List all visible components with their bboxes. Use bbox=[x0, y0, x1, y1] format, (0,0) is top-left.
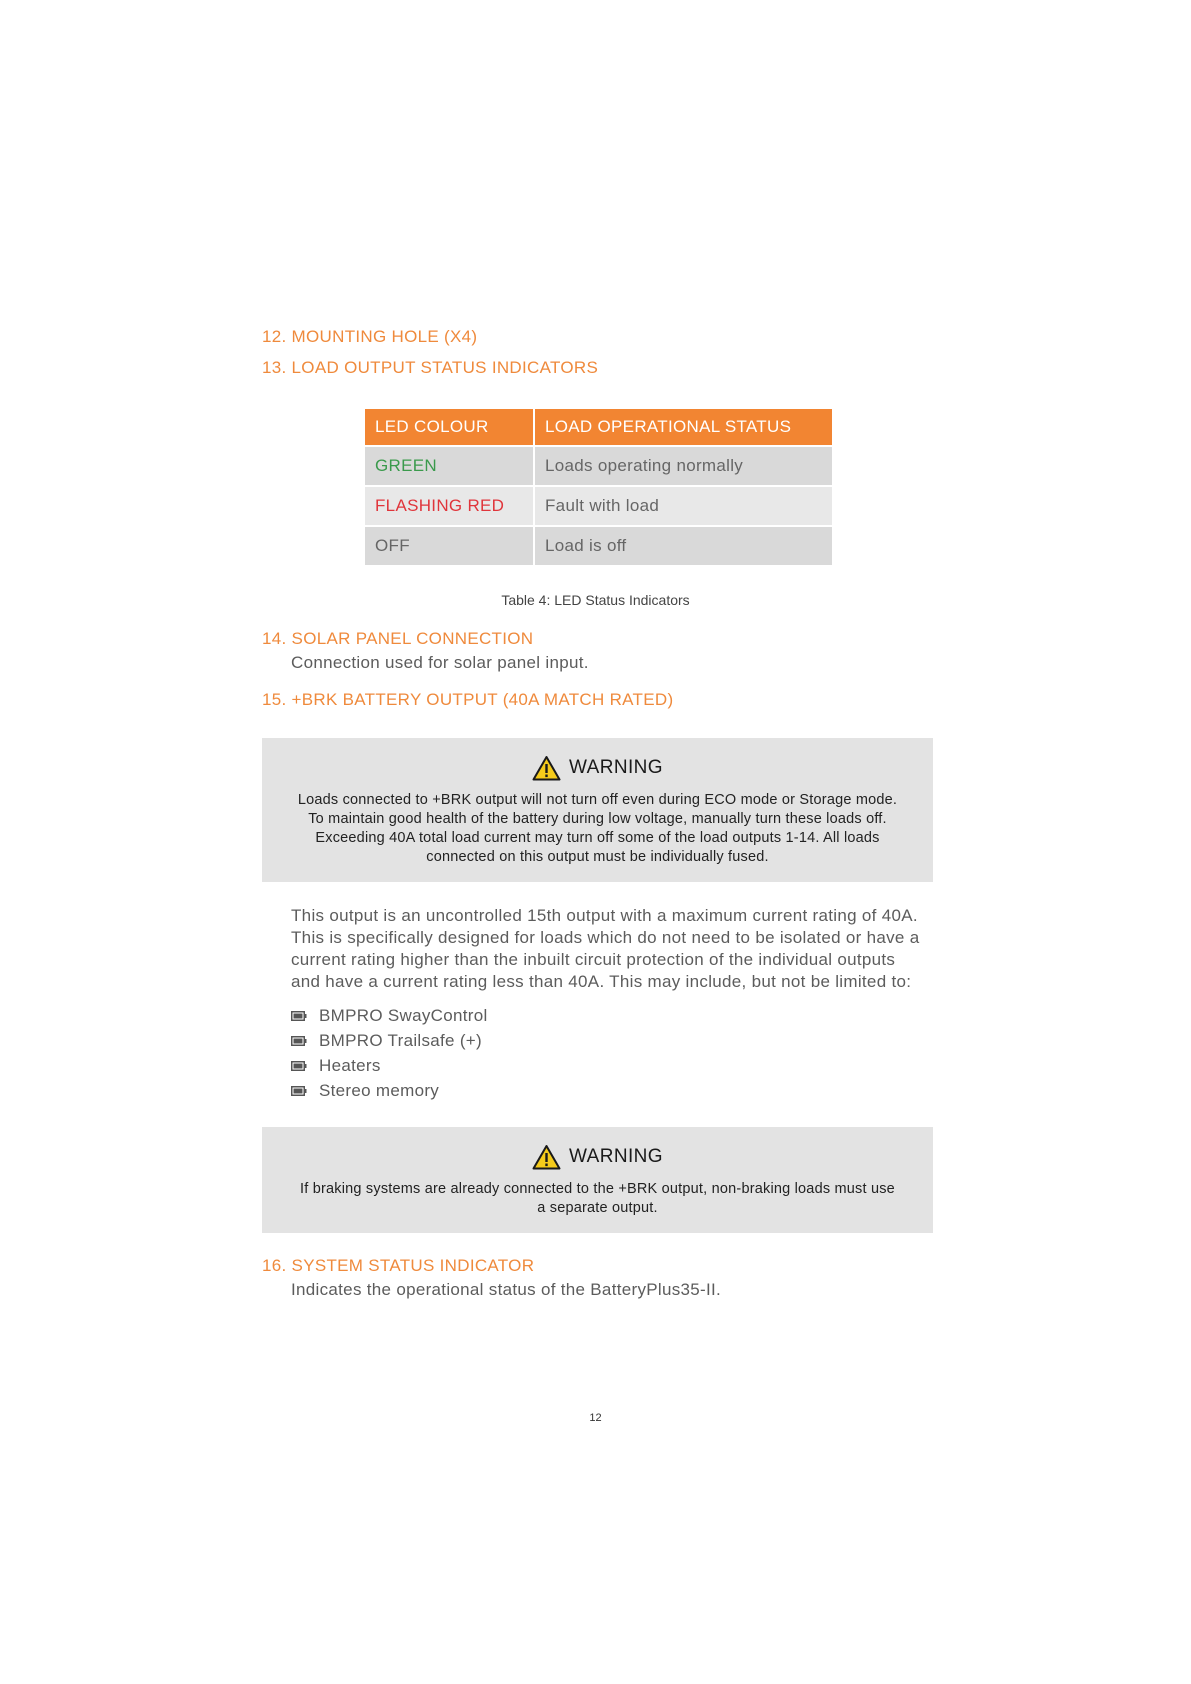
paragraph-line: This is specifically designed for loads which do not need to be isolated or have a bbox=[291, 928, 920, 947]
warning-title-row bbox=[262, 755, 933, 781]
warning-title-row bbox=[262, 1144, 933, 1170]
list-item bbox=[291, 1028, 488, 1053]
led-status-table bbox=[363, 407, 834, 567]
battery-bullet-icon bbox=[291, 1061, 307, 1071]
paragraph-line: current rating higher than the inbuilt circuit protection of the individual outputs bbox=[291, 950, 896, 969]
table-header-row bbox=[365, 409, 832, 445]
section-14-body: Connection used for solar panel input. bbox=[291, 653, 589, 672]
warning-line: Loads connected to +BRK output will not turn off even during ECO mode or Storage mode. bbox=[297, 792, 898, 808]
list-item bbox=[291, 1003, 488, 1028]
section-14-heading: 14. SOLAR PANEL CONNECTION bbox=[262, 629, 534, 648]
warning-line: If braking systems are already connected to the +BRK output, non-braking loads must use bbox=[300, 1181, 895, 1197]
warning-text bbox=[262, 791, 933, 867]
battery-bullet-icon bbox=[291, 1036, 307, 1046]
warning-triangle-icon bbox=[532, 755, 561, 781]
section-13-heading: 13. LOAD OUTPUT STATUS INDICATORS bbox=[262, 358, 599, 377]
list-item-label: Heaters bbox=[319, 1055, 381, 1075]
table-row bbox=[365, 447, 832, 485]
paragraph-line: This output is an uncontrolled 15th output with a maximum current rating of 40A. bbox=[291, 906, 918, 925]
warning-box bbox=[262, 738, 933, 882]
warning-box bbox=[262, 1127, 933, 1233]
led-colour-cell: GREEN bbox=[365, 447, 533, 485]
warning-line: To maintain good health of the battery during low voltage, manually turn these loads off. bbox=[308, 811, 887, 827]
section-12-heading: 12. MOUNTING HOLE (X4) bbox=[262, 327, 478, 346]
warning-line: connected on this output must be individually fused. bbox=[426, 849, 769, 865]
warning-line: Exceeding 40A total load current may turn off some of the load outputs 1-14. All loads bbox=[315, 830, 880, 846]
list-item bbox=[291, 1078, 488, 1103]
table-row bbox=[365, 487, 832, 525]
page-number: 12 bbox=[589, 1412, 602, 1424]
battery-bullet-icon bbox=[291, 1011, 307, 1021]
warning-title: WARNING bbox=[569, 1146, 663, 1167]
section-15-body bbox=[291, 905, 919, 993]
list-item-label: BMPRO Trailsafe (+) bbox=[319, 1030, 482, 1050]
load-status-cell: Fault with load bbox=[535, 487, 832, 525]
warning-triangle-icon bbox=[532, 1144, 561, 1170]
section-16-heading: 16. SYSTEM STATUS INDICATOR bbox=[262, 1256, 535, 1275]
list-item bbox=[291, 1053, 488, 1078]
battery-bullet-icon bbox=[291, 1086, 307, 1096]
list-item-label: BMPRO SwayControl bbox=[319, 1005, 488, 1025]
paragraph-line: and have a current rating less than 40A. This may include, but not be limited to: bbox=[291, 972, 912, 991]
table-header-cell: LED COLOUR bbox=[365, 409, 533, 445]
load-status-cell: Load is off bbox=[535, 527, 832, 565]
warning-text bbox=[262, 1180, 933, 1218]
table-header-cell: LOAD OPERATIONAL STATUS bbox=[535, 409, 832, 445]
warning-line: a separate output. bbox=[537, 1200, 658, 1216]
list-item-label: Stereo memory bbox=[319, 1080, 440, 1100]
table-row bbox=[365, 527, 832, 565]
section-15-heading: 15. +BRK BATTERY OUTPUT (40A MATCH RATED) bbox=[262, 690, 674, 709]
led-colour-cell: OFF bbox=[365, 527, 533, 565]
load-status-cell: Loads operating normally bbox=[535, 447, 832, 485]
led-colour-cell: FLASHING RED bbox=[365, 487, 533, 525]
warning-title: WARNING bbox=[569, 757, 663, 778]
section-16-body: Indicates the operational status of the BatteryPlus35-II. bbox=[291, 1280, 722, 1299]
load-examples-list bbox=[291, 1003, 488, 1103]
table-caption: Table 4: LED Status Indicators bbox=[501, 592, 690, 608]
